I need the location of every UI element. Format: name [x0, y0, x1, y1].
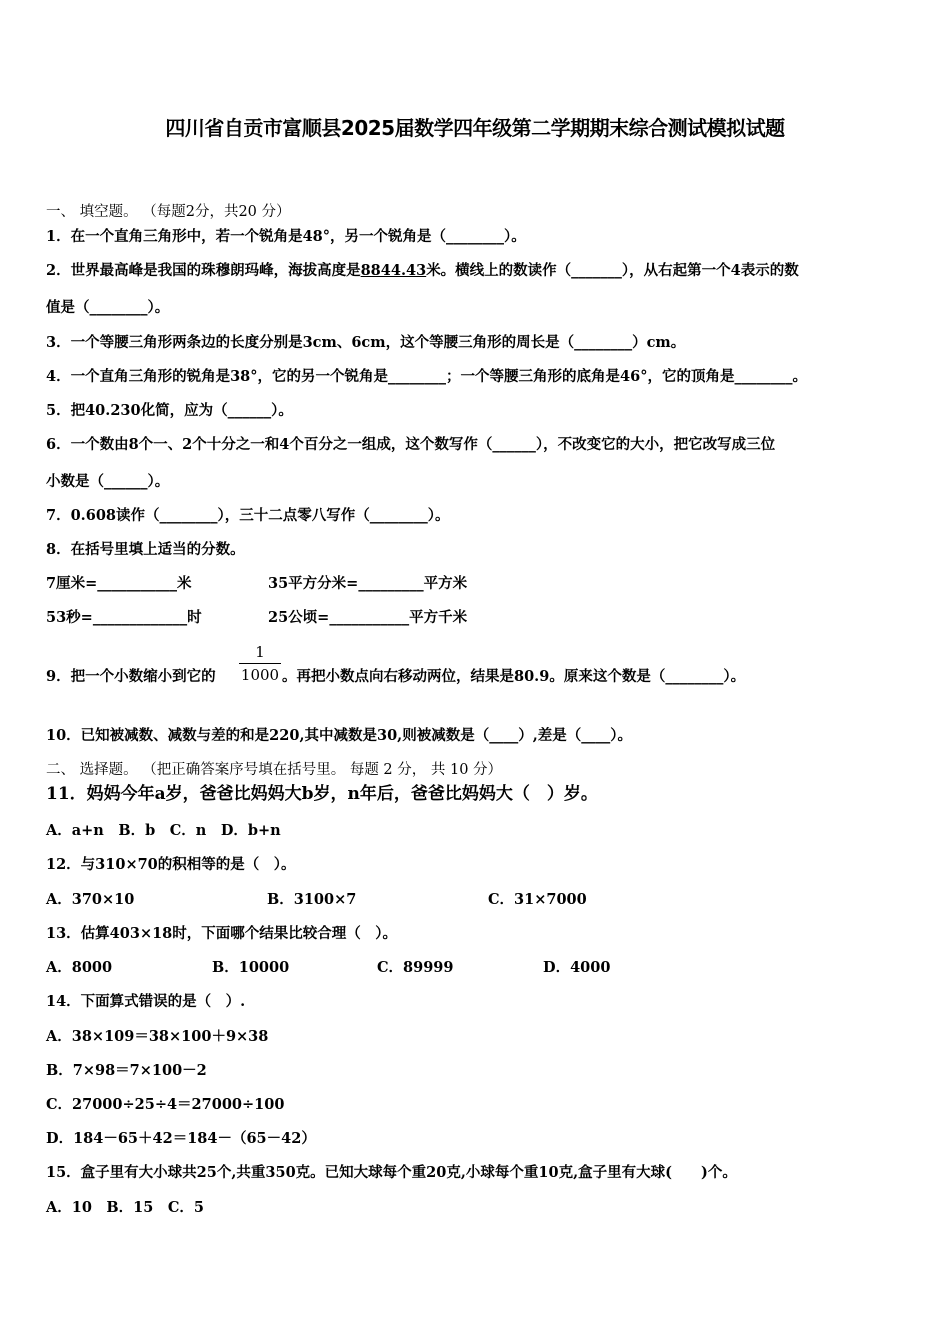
question-8-item-2: 35平方分米=_________平方米 — [268, 575, 468, 592]
fraction-denominator: 1000 — [240, 666, 280, 684]
question-5: 5．把40.230化简，应为（______）。 — [46, 402, 293, 419]
question-2-text-a: 2．世界最高峰是我国的珠穆朗玛峰，海拔高度是 — [46, 262, 361, 279]
question-2-line-1 — [46, 261, 799, 281]
question-2-line-2: 值是（________）。 — [46, 299, 170, 316]
question-13-option-c: C．89999 — [377, 959, 454, 976]
question-6-line-2: 小数是（______）。 — [46, 473, 170, 490]
question-11: 11．妈妈今年a岁，爸爸比妈妈大b岁，n年后，爸爸比妈妈大（ ）岁。 — [46, 784, 598, 804]
question-12-option-a: A．370×10 — [46, 891, 135, 908]
fraction-numerator: 1 — [255, 643, 265, 661]
question-2-underlined-number: 8844.43 — [360, 262, 427, 279]
question-9-fraction — [239, 643, 281, 684]
question-14-option-c: C．27000÷25÷4＝27000÷100 — [46, 1096, 285, 1113]
question-4: 4．一个直角三角形的锐角是38°，它的另一个锐角是________；一个等腰三角形的底角是46°，它的顶角是________。 — [46, 368, 807, 385]
question-6-line-1: 6．一个数由8个一、2个十分之一和4个百分之一组成，这个数写作（______），不改变它的大小，把它改写成三位 — [46, 436, 776, 453]
question-8: 8．在括号里填上适当的分数。 — [46, 541, 245, 558]
question-14-option-a: A．38×109＝38×100＋9×38 — [46, 1028, 269, 1045]
question-12: 12．与310×70的积相等的是（ ）。 — [46, 856, 296, 873]
section-1-heading: 一、 填空题。 （每题2分，共20 分） — [46, 204, 291, 220]
question-12-option-c: C．31×7000 — [488, 891, 587, 908]
question-14-option-b: B．7×98＝7×100－2 — [46, 1062, 207, 1079]
question-11-options: A．a+n B．b C．n D．b+n — [46, 822, 281, 839]
question-8-item-3: 53秒=_____________时 — [46, 609, 202, 626]
question-2-text-b: 米。横线上的数读作（_______），从右起第一个4表示的数 — [426, 262, 799, 279]
question-3: 3．一个等腰三角形两条边的长度分别是3cm、6cm，这个等腰三角形的周长是（________）cm。 — [46, 334, 686, 351]
page-title: 四川省自贡市富顺县2025届数学四年级第二学期期末综合测试模拟试题 — [165, 116, 785, 140]
question-12-option-b: B．3100×7 — [267, 891, 357, 908]
question-15-options: A．10 B．15 C．5 — [46, 1199, 204, 1216]
question-14-option-d: D．184－65＋42＝184－（65－42） — [46, 1130, 316, 1147]
section-2-heading: 二、 选择题。 （把正确答案序号填在括号里。 每题 2 分， 共 10 分） — [46, 762, 503, 778]
question-14: 14．下面算式错误的是（ ）. — [46, 993, 246, 1010]
question-13-option-a: A．8000 — [46, 959, 113, 976]
question-13: 13．估算403×18时，下面哪个结果比较合理（ ）。 — [46, 925, 398, 942]
question-13-option-b: B．10000 — [212, 959, 290, 976]
question-7: 7．0.608读作（________），三十二点零八写作（________）。 — [46, 507, 450, 524]
question-13-option-d: D．4000 — [543, 959, 611, 976]
question-1: 1．在一个直角三角形中，若一个锐角是48°，另一个锐角是（________）。 — [46, 228, 526, 245]
question-8-item-1: 7厘米=___________米 — [46, 575, 192, 592]
question-10: 10．已知被减数、减数与差的和是220,其中减数是30,则被减数是（____）,差是（____）。 — [46, 727, 633, 744]
question-15: 15．盒子里有大小球共25个,共重350克。已知大球每个重20克,小球每个重10克,盒子里有大球( )个。 — [46, 1164, 737, 1181]
question-9-text-a: 9．把一个小数缩小到它的 — [46, 668, 216, 685]
question-8-item-4: 25公顷=___________平方千米 — [268, 609, 468, 626]
fraction-bar — [239, 663, 281, 664]
question-9-text-b: 。再把小数点向右移动两位，结果是80.9。原来这个数是（________）。 — [282, 668, 746, 685]
